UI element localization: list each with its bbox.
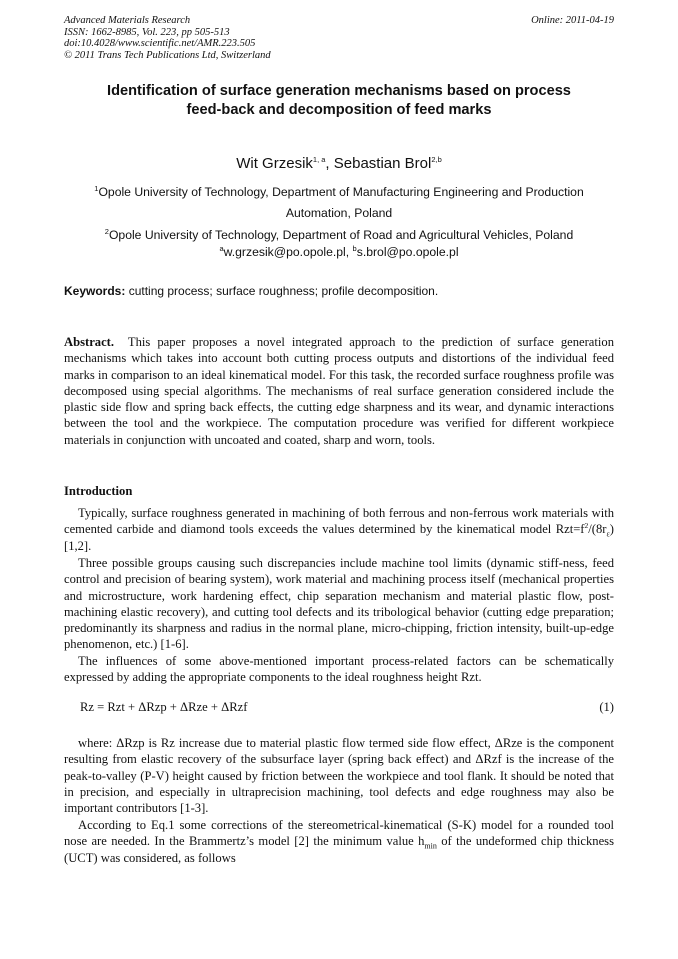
intro-p1-text-c: ) [1,2]. (64, 522, 614, 553)
equation-number: (1) (599, 700, 614, 714)
body-paragraph-1: where: ΔRzp is Rz increase due to material plastic flow termed side flow effect, ΔRze is the component resulting from elastic recovery of the subsurface layer (spring back effect) and ΔRzf is the increase of the peak-to-valley (P-V) height caused by friction between the workpiece and tool flank. It should be noted that in precision, and especially in ultraprecision machining, tool defects and edge roughness may also be important contributors [1-3]. (64, 736, 614, 816)
authors (64, 155, 614, 172)
equation-1 (80, 700, 614, 715)
keywords-label: Keywords: (64, 284, 126, 298)
emails (64, 245, 614, 259)
intro-paragraph-2: Three possible groups causing such discrepancies include machine tool limits (dynamic stiff-ness, feed control and precision of bearing system), work material and machining process itself (mechanical properties and microstructure, work hardening effect, chip separation mechanism and material plastic flow, post-machining elastic recovery), and cutting tool defects and its tribological behavior (cutting edge preparation; predominantly its sharpness and radius in the normal plane, micro-chipping, friction intensity, built-up-edge phenomenon, etc.) [1-6]. (64, 556, 614, 652)
intro-paragraph-3: The influences of some above-mentioned important process-related factors can be schematically expressed by adding the appropriate components to the ideal roughness height Rzt. (64, 654, 614, 685)
email-a[interactable]: w.grzesik@po.opole.pl (223, 245, 346, 259)
section-heading-introduction: Introduction (64, 484, 133, 498)
copyright-line: © 2011 Trans Tech Publications Ltd, Switzerland (64, 49, 271, 61)
affiliation-1-line-2: Automation, Poland (285, 206, 393, 220)
doi-line: doi:10.4028/www.scientific.net/AMR.223.505 (64, 38, 256, 49)
online-date: Online: 2011-04-19 (531, 15, 614, 26)
abstract-label: Abstract. (64, 335, 115, 349)
body-p2-text-b: of the undeformed chip thickness (UCT) was considered, as follows (64, 834, 614, 865)
intro-p1-text-b: /(8r (588, 522, 607, 537)
keywords-text: cutting process; surface roughness; profile decomposition. (125, 284, 439, 298)
body-p2-sub: min (424, 841, 437, 851)
abstract-text: This paper proposes a novel integrated approach to the prediction of surface generation mechanisms which takes into account both cutting process outputs and distortions of the individual feed marks in comparison to an ideal kinematical model. For this task, the recorded surface roughness profile was decomposed using special algorithms. The mechanisms of real surface generation considered include the plastic side flow and spring back effects, the cutting edge sharpness and its wear, and dynamic interactions between the tool and the workpiece. The computation procedure was verified for different workpiece materials in conjunction with uncoated and coated, sharp and worn, tools. (64, 335, 618, 447)
header-meta (64, 15, 614, 61)
body-p2-text-a: According to Eq.1 some corrections of the stereometrical-kinematical (S-K) model for a rounded tool nose are needed. In the Brammertz’s model [2] the minimum value h (64, 818, 614, 849)
intro-p1-text-a: Typically, surface roughness generated in machining of both ferrous and non-ferrous work materials with cemented carbide and diamond tools exceeds the values determined by the kinematical model Rzt=f (64, 506, 614, 537)
affiliation-1-marker: 1 (94, 183, 99, 193)
issn-line: ISSN: 1662-8985, Vol. 223, pp 505-513 (64, 26, 230, 38)
affiliation-2 (64, 225, 614, 246)
author-1-affiliation: 1, a (312, 155, 326, 164)
intro-p1-sub: ε (606, 529, 610, 539)
title-line-1: Identification of surface generation mechanisms based on process (107, 83, 571, 99)
affiliation-2-text: Opole University of Technology, Department of Road and Agricultural Vehicles, Poland (108, 228, 574, 242)
intro-paragraph-1 (64, 505, 614, 554)
affiliation-1-line-1: Opole University of Technology, Department of Manufacturing Engineering and Production (98, 185, 584, 199)
keywords (64, 284, 614, 298)
author-separator: , (325, 155, 334, 172)
author-2: Sebastian Brol (333, 155, 432, 172)
email-separator: , (345, 245, 353, 259)
equation-formula: Rz = Rzt + ΔRzp + ΔRze + ΔRzf (80, 700, 248, 714)
author-2-affiliation: 2,b (431, 155, 442, 164)
paper-title (64, 82, 614, 120)
intro-p1-sup: 2 (584, 521, 589, 531)
email-b[interactable]: s.brol@po.opole.pl (356, 245, 459, 259)
email-a-marker: a (219, 243, 224, 253)
title-line-2: feed-back and decomposition of feed marks (186, 102, 492, 118)
abstract (64, 334, 618, 448)
affiliation-2-marker: 2 (104, 226, 109, 236)
author-1: Wit Grzesik (236, 155, 313, 172)
affiliation-1 (64, 182, 614, 224)
email-b-marker: b (352, 243, 357, 253)
body-paragraph-2 (64, 817, 614, 866)
journal-name: Advanced Materials Research (64, 15, 191, 26)
